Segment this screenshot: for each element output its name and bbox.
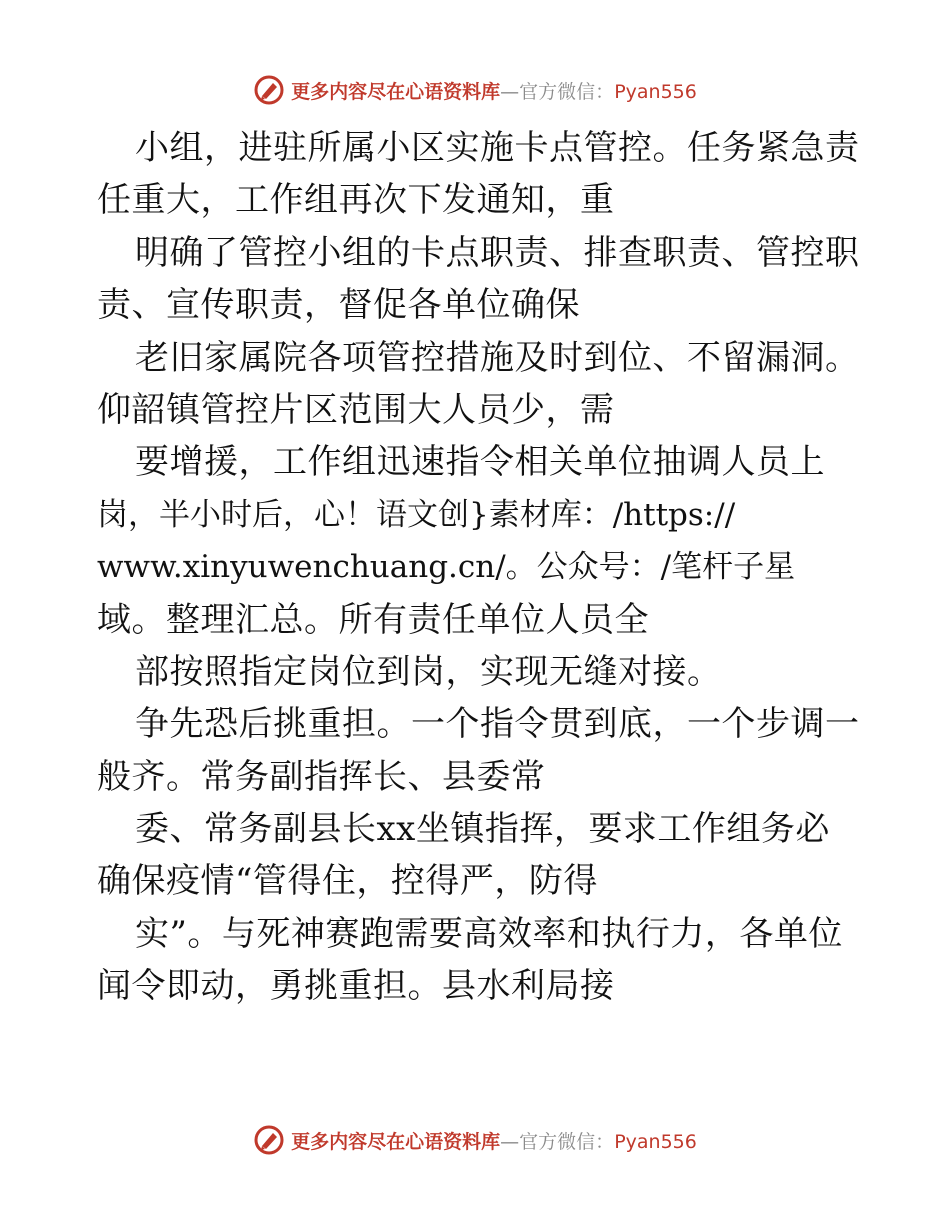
text-line: 责、宣传职责，督促各单位确保: [97, 285, 580, 326]
document-body: [97, 122, 860, 1013]
text-line: 般齐。常务副指挥长、县委常: [97, 756, 546, 797]
footer-banner: [0, 1120, 950, 1160]
logo-icon: [253, 1124, 285, 1156]
footer-wechat-label: —官方微信：: [500, 1130, 615, 1153]
footer-wechat-id: Pyan556: [614, 1130, 697, 1153]
text-line: 委、常务副县长xx坐镇指挥，要求工作组务必: [135, 809, 830, 850]
text-line: 任重大，工作组再次下发通知，重: [97, 180, 615, 221]
header-wechat-id: Pyan556: [614, 80, 697, 103]
header-brand-text: 更多内容尽在心语资料库: [291, 80, 501, 103]
logo-icon: [253, 74, 285, 106]
text-line: 闻令即动，勇挑重担。县水利局接: [97, 966, 615, 1007]
text-line: 明确了管控小组的卡点职责、排查职责、管控职: [135, 232, 860, 273]
footer-text: [291, 1127, 697, 1154]
text-line: 争先恐后挑重担。一个指令贯到底，一个步调一: [135, 704, 860, 745]
text-line: 域。整理汇总。所有责任单位人员全: [97, 599, 649, 640]
text-line: 仰韶镇管控片区范围大人员少，需: [97, 389, 615, 430]
text-line: www.xinyuwenchuang.cn/。公众号：/笔杆子星: [97, 549, 796, 586]
text-line: 要增援，工作组迅速指令相关单位抽调人员上: [135, 442, 825, 483]
text-line: 部按照指定岗位到岗，实现无缝对接。: [135, 651, 722, 692]
text-line: 老旧家属院各项管控措施及时到位、不留漏洞。: [135, 337, 860, 378]
header-wechat-label: —官方微信：: [500, 80, 615, 103]
text-line: 小组，进驻所属小区实施卡点管控。任务紧急责: [135, 128, 860, 168]
header-banner: [0, 70, 950, 110]
footer-brand-text: 更多内容尽在心语资料库: [291, 1130, 501, 1153]
text-line: 实”。与死神赛跑需要高效率和执行力，各单位: [135, 913, 843, 954]
text-line: 确保疫情“管得住，控得严，防得: [97, 861, 598, 902]
header-text: [291, 77, 697, 104]
text-line: 岗，半小时后，心！语文创}素材库：/https://: [97, 496, 736, 533]
